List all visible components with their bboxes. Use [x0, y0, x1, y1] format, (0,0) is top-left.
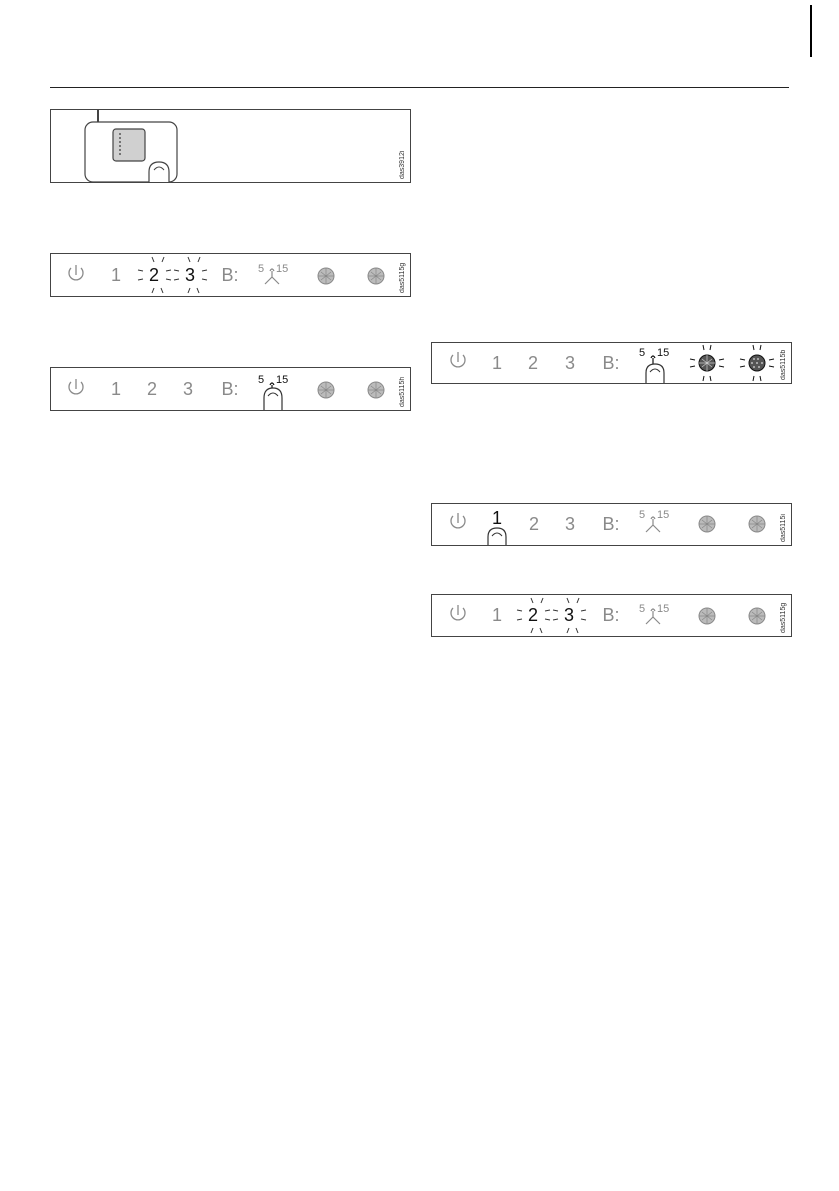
grease-filter-icon [699, 516, 715, 532]
grease-filter-icon [318, 268, 334, 284]
remote-illustration [51, 110, 410, 182]
timer-5-label: 5 [639, 603, 646, 615]
booster-key[interactable]: B: [221, 378, 239, 399]
control-panel-speed-1-press [431, 503, 792, 546]
speed-3-key[interactable]: 3 [184, 264, 195, 285]
booster-key[interactable]: B: [602, 514, 620, 534]
control-panel-speeds-flashing [50, 253, 411, 297]
finger-icon [646, 364, 664, 383]
timer-5-label: 5 [258, 374, 265, 386]
page-edge-mark [810, 5, 812, 57]
header-rule [50, 87, 789, 88]
speed-3-key[interactable]: 3 [563, 605, 574, 625]
booster-key[interactable]: B: [602, 605, 620, 625]
timer-5-label: 5 [258, 263, 265, 275]
timer-5-label: 5 [639, 509, 646, 521]
booster-key[interactable]: B: [221, 264, 239, 285]
power-icon [451, 513, 465, 528]
speed-1-key[interactable]: 1 [491, 352, 502, 373]
speed-2-key[interactable]: 2 [527, 352, 538, 373]
charcoal-filter-icon [368, 382, 384, 398]
timer-15-label: 15 [657, 509, 670, 521]
remote-figure [50, 109, 411, 183]
charcoal-filter-icon [368, 268, 384, 284]
figure-code: das5115h [399, 376, 406, 407]
timer-5-label: 5 [639, 347, 646, 359]
speed-3-key[interactable]: 3 [564, 352, 575, 373]
speed-2-key[interactable]: 2 [148, 264, 159, 285]
charcoal-filter-icon [749, 516, 765, 532]
speed-3-key[interactable]: 3 [182, 378, 193, 399]
grease-filter-icon-lit [690, 345, 724, 381]
figure-code: das5115b [780, 349, 787, 380]
finger-icon [264, 388, 282, 410]
figure-code: das3912i [399, 150, 406, 179]
speed-2-key[interactable]: 2 [528, 514, 539, 534]
control-panel-timer-press [50, 367, 411, 411]
power-icon [451, 352, 465, 367]
power-icon [451, 605, 465, 620]
timer-15-label: 15 [276, 374, 289, 386]
power-icon [69, 265, 83, 280]
speed-2-key[interactable]: 2 [146, 378, 157, 399]
booster-key[interactable]: B: [602, 352, 620, 373]
charcoal-filter-icon [749, 608, 765, 624]
control-panel-filter-flashing [431, 342, 792, 384]
speed-1-key[interactable]: 1 [491, 508, 502, 528]
grease-filter-icon [318, 382, 334, 398]
power-icon [69, 379, 83, 394]
figure-code: das5115i [780, 514, 787, 542]
timer-15-label: 15 [657, 347, 670, 359]
timer-15-label: 15 [657, 603, 670, 615]
charcoal-filter-icon-lit [740, 345, 774, 381]
speed-1-key[interactable]: 1 [110, 264, 121, 285]
speed-3-key[interactable]: 3 [564, 514, 575, 534]
speed-2-key[interactable]: 2 [527, 605, 538, 625]
figure-code: das5115g [399, 262, 406, 293]
figure-code: das5115g [780, 602, 787, 633]
speed-1-key[interactable]: 1 [110, 378, 121, 399]
timer-15-label: 15 [276, 263, 289, 275]
control-panel-speeds-flashing-2 [431, 594, 792, 637]
grease-filter-icon [699, 608, 715, 624]
finger-icon [488, 528, 506, 545]
speed-1-key[interactable]: 1 [491, 605, 502, 625]
